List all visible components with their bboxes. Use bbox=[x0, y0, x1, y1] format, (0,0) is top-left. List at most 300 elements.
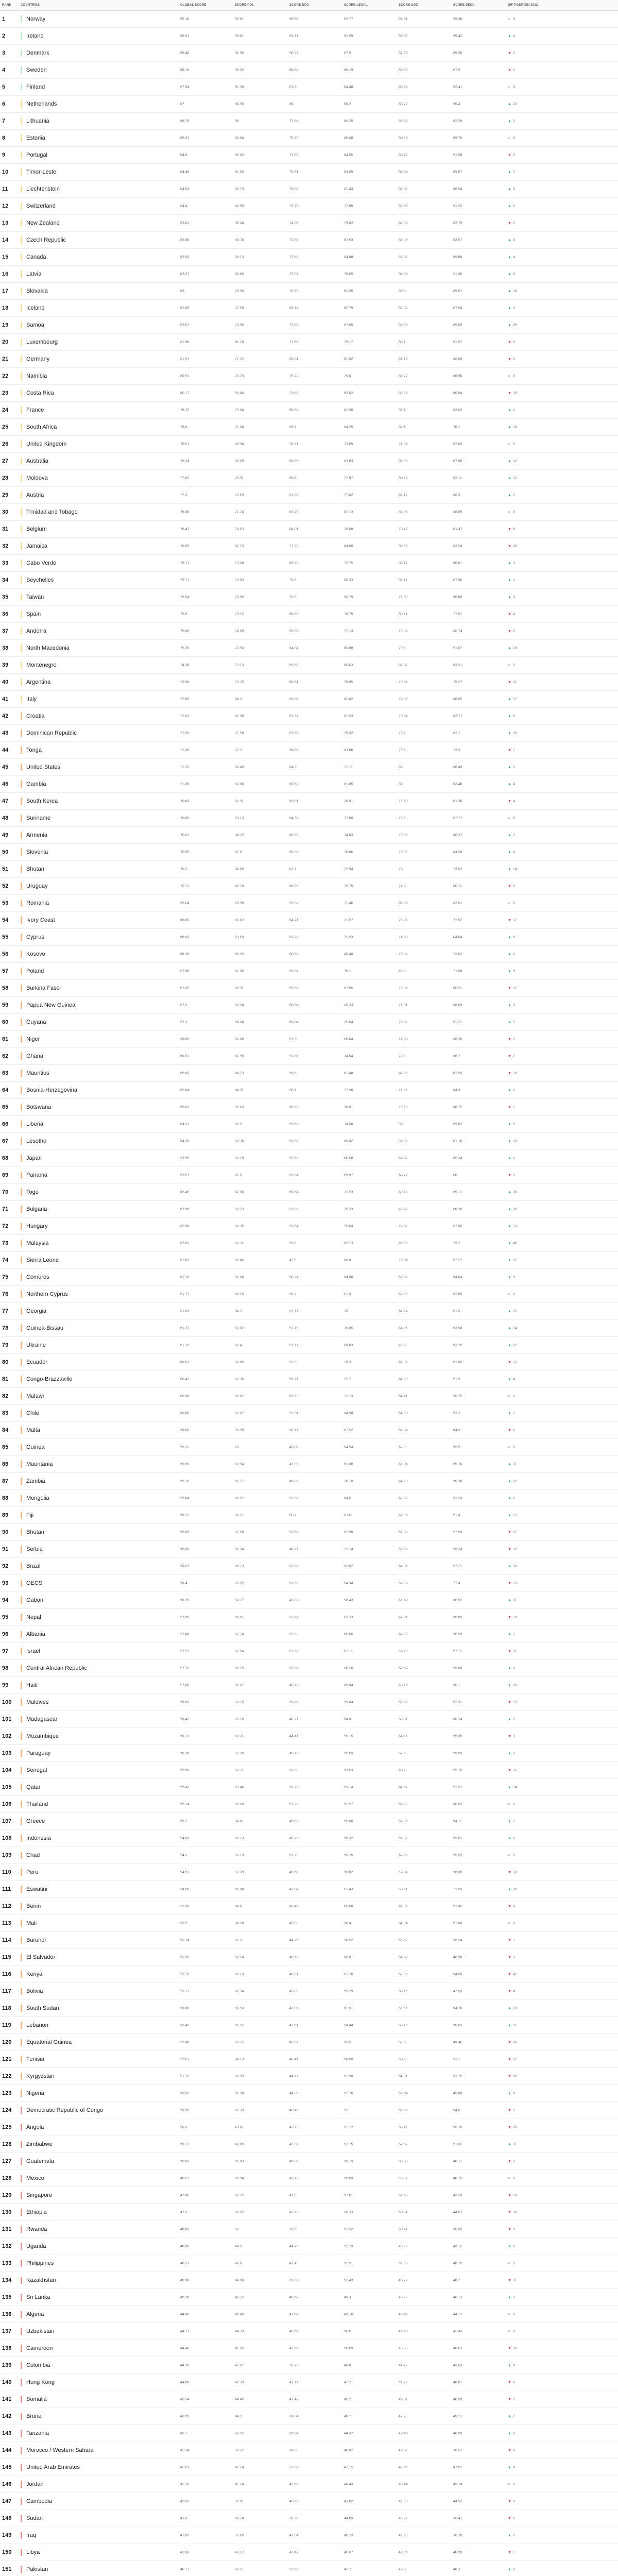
country-name[interactable]: Tanzania bbox=[26, 2430, 49, 2436]
country-name[interactable]: Zimbabwe bbox=[26, 2141, 53, 2147]
country-name[interactable]: Norway bbox=[26, 15, 46, 22]
country-name[interactable]: Cabo Verde bbox=[26, 560, 57, 566]
country-name[interactable]: Sierra Leone bbox=[26, 1257, 59, 1263]
country-name[interactable]: Spain bbox=[26, 611, 41, 617]
table-row[interactable] bbox=[0, 2374, 618, 2391]
country-name[interactable]: Samoa bbox=[26, 321, 44, 328]
table-row[interactable] bbox=[0, 997, 618, 1014]
country-name[interactable]: Serbia bbox=[26, 1546, 43, 1552]
table-row[interactable] bbox=[0, 1184, 618, 1201]
table-row[interactable] bbox=[0, 1830, 618, 1847]
table-row[interactable] bbox=[0, 827, 618, 844]
table-row[interactable] bbox=[0, 1286, 618, 1303]
table-row[interactable] bbox=[0, 1660, 618, 1677]
country-name[interactable]: Liechtenstein bbox=[26, 185, 60, 192]
country-name[interactable]: Ireland bbox=[26, 32, 44, 39]
table-row[interactable] bbox=[0, 266, 618, 283]
table-row[interactable] bbox=[0, 521, 618, 538]
table-row[interactable] bbox=[0, 2425, 618, 2442]
table-row[interactable] bbox=[0, 334, 618, 351]
table-row[interactable] bbox=[0, 1337, 618, 1354]
country-name[interactable]: Indonesia bbox=[26, 1835, 51, 1841]
table-row[interactable] bbox=[0, 504, 618, 521]
country-name[interactable]: Tunisia bbox=[26, 2056, 45, 2062]
table-row[interactable] bbox=[0, 96, 618, 113]
country-name[interactable]: Suriname bbox=[26, 815, 51, 821]
country-name[interactable]: Colombia bbox=[26, 2362, 50, 2368]
country-name[interactable]: Jordan bbox=[26, 2481, 44, 2487]
table-row[interactable] bbox=[0, 2323, 618, 2340]
country-name[interactable]: Guatemala bbox=[26, 2158, 54, 2164]
table-row[interactable] bbox=[0, 793, 618, 810]
table-row[interactable] bbox=[0, 2272, 618, 2289]
country-name[interactable]: Seychelles bbox=[26, 577, 54, 583]
table-row[interactable] bbox=[0, 1133, 618, 1150]
country-name[interactable]: Estonia bbox=[26, 134, 45, 141]
table-row[interactable] bbox=[0, 2544, 618, 2561]
table-row[interactable] bbox=[0, 2289, 618, 2306]
table-row[interactable] bbox=[0, 62, 618, 79]
table-row[interactable] bbox=[0, 283, 618, 300]
country-name[interactable]: El Salvador bbox=[26, 1954, 56, 1960]
country-name[interactable]: Nepal bbox=[26, 1614, 41, 1620]
table-row[interactable] bbox=[0, 742, 618, 759]
country-name[interactable]: Bulgaria bbox=[26, 1206, 47, 1212]
table-row[interactable] bbox=[0, 589, 618, 606]
table-row[interactable] bbox=[0, 402, 618, 419]
country-name[interactable]: Senegal bbox=[26, 1767, 47, 1773]
country-name[interactable]: Central African Republic bbox=[26, 1665, 88, 1671]
country-name[interactable]: Liberia bbox=[26, 1121, 44, 1127]
table-row[interactable] bbox=[0, 1694, 618, 1711]
header-score-soc[interactable]: SCORE SOC bbox=[397, 0, 451, 11]
country-name[interactable]: Panama bbox=[26, 1172, 47, 1178]
country-name[interactable]: South Africa bbox=[26, 423, 57, 430]
table-row[interactable] bbox=[0, 929, 618, 946]
country-name[interactable]: Mauritania bbox=[26, 1461, 53, 1467]
table-row[interactable] bbox=[0, 1235, 618, 1252]
table-row[interactable] bbox=[0, 946, 618, 963]
table-row[interactable] bbox=[0, 1405, 618, 1422]
table-row[interactable] bbox=[0, 1575, 618, 1592]
table-row[interactable] bbox=[0, 181, 618, 198]
table-row[interactable] bbox=[0, 2357, 618, 2374]
table-row[interactable] bbox=[0, 1201, 618, 1218]
table-row[interactable] bbox=[0, 1218, 618, 1235]
country-name[interactable]: Germany bbox=[26, 355, 50, 362]
table-row[interactable] bbox=[0, 1439, 618, 1456]
country-name[interactable]: Argentina bbox=[26, 679, 51, 685]
country-name[interactable]: Sudan bbox=[26, 2515, 43, 2521]
table-row[interactable] bbox=[0, 555, 618, 572]
country-name[interactable]: Gabon bbox=[26, 1597, 44, 1603]
header-dif-position[interactable]: DIF POSITION 2022 bbox=[506, 0, 618, 11]
country-name[interactable]: Netherlands bbox=[26, 100, 57, 107]
country-name[interactable]: Hong Kong bbox=[26, 2379, 55, 2385]
table-row[interactable] bbox=[0, 1524, 618, 1541]
country-name[interactable]: Guyana bbox=[26, 1019, 46, 1025]
table-row[interactable] bbox=[0, 606, 618, 623]
table-row[interactable] bbox=[0, 2510, 618, 2527]
table-row[interactable] bbox=[0, 1762, 618, 1779]
table-row[interactable] bbox=[0, 691, 618, 708]
country-name[interactable]: Malta bbox=[26, 1427, 40, 1433]
table-row[interactable] bbox=[0, 1949, 618, 1966]
table-row[interactable] bbox=[0, 1456, 618, 1473]
table-row[interactable] bbox=[0, 1507, 618, 1524]
table-row[interactable] bbox=[0, 759, 618, 776]
country-name[interactable]: Uzbekistan bbox=[26, 2328, 55, 2334]
table-row[interactable] bbox=[0, 980, 618, 997]
table-row[interactable] bbox=[0, 2391, 618, 2408]
country-name[interactable]: Luxembourg bbox=[26, 338, 58, 345]
table-row[interactable] bbox=[0, 2187, 618, 2204]
country-name[interactable]: Ivory Coast bbox=[26, 917, 55, 923]
table-row[interactable] bbox=[0, 1966, 618, 1983]
table-row[interactable] bbox=[0, 640, 618, 657]
country-name[interactable]: Lithuania bbox=[26, 117, 49, 124]
country-name[interactable]: Tonga bbox=[26, 747, 42, 753]
country-name[interactable]: Thailand bbox=[26, 1801, 48, 1807]
table-row[interactable] bbox=[0, 2017, 618, 2034]
table-row[interactable] bbox=[0, 2340, 618, 2357]
country-name[interactable]: Burkina Faso bbox=[26, 985, 60, 991]
table-row[interactable] bbox=[0, 1626, 618, 1643]
table-row[interactable] bbox=[0, 844, 618, 861]
table-row[interactable] bbox=[0, 1983, 618, 2000]
table-row[interactable] bbox=[0, 2493, 618, 2510]
country-name[interactable]: Peru bbox=[26, 1869, 39, 1875]
table-row[interactable] bbox=[0, 810, 618, 827]
country-name[interactable]: Chad bbox=[26, 1852, 40, 1858]
country-name[interactable]: Ukraine bbox=[26, 1342, 46, 1348]
country-name[interactable]: Cameroon bbox=[26, 2345, 53, 2351]
country-name[interactable]: Iraq bbox=[26, 2532, 36, 2538]
country-name[interactable]: North Macedonia bbox=[26, 645, 70, 651]
country-name[interactable]: Cambodia bbox=[26, 2498, 53, 2504]
table-row[interactable] bbox=[0, 28, 618, 45]
country-name[interactable]: Nigeria bbox=[26, 2090, 44, 2096]
table-row[interactable] bbox=[0, 11, 618, 28]
country-name[interactable]: Morocco / Western Sahara bbox=[26, 2447, 94, 2453]
table-row[interactable] bbox=[0, 861, 618, 878]
table-row[interactable] bbox=[0, 1847, 618, 1864]
country-name[interactable]: Mozambique bbox=[26, 1733, 59, 1739]
country-name[interactable]: Bhutan bbox=[26, 866, 44, 872]
country-name[interactable]: Libya bbox=[26, 2549, 40, 2555]
table-row[interactable] bbox=[0, 674, 618, 691]
header-score-pol[interactable]: SCORE POL bbox=[233, 0, 287, 11]
table-row[interactable] bbox=[0, 1490, 618, 1507]
country-name[interactable]: United States bbox=[26, 764, 61, 770]
table-row[interactable] bbox=[0, 2051, 618, 2068]
country-name[interactable]: Greece bbox=[26, 1818, 45, 1824]
country-name[interactable]: Ghana bbox=[26, 1053, 44, 1059]
country-name[interactable]: Mexico bbox=[26, 2175, 44, 2181]
country-name[interactable]: Malaysia bbox=[26, 1240, 49, 1246]
country-name[interactable]: Papua New Guinea bbox=[26, 1002, 76, 1008]
country-name[interactable]: Uganda bbox=[26, 2243, 46, 2249]
table-row[interactable] bbox=[0, 1898, 618, 1915]
table-row[interactable] bbox=[0, 912, 618, 929]
table-row[interactable] bbox=[0, 2306, 618, 2323]
country-name[interactable]: Lesotho bbox=[26, 1138, 47, 1144]
country-name[interactable]: Equatorial Guinea bbox=[26, 2039, 72, 2045]
country-name[interactable]: Uruguay bbox=[26, 883, 48, 889]
table-row[interactable] bbox=[0, 2561, 618, 2576]
table-row[interactable] bbox=[0, 1609, 618, 1626]
table-row[interactable] bbox=[0, 2459, 618, 2476]
table-row[interactable] bbox=[0, 1371, 618, 1388]
country-name[interactable]: Zambia bbox=[26, 1478, 45, 1484]
table-row[interactable] bbox=[0, 1354, 618, 1371]
table-row[interactable] bbox=[0, 1388, 618, 1405]
table-row[interactable] bbox=[0, 79, 618, 96]
country-name[interactable]: Kosovo bbox=[26, 951, 45, 957]
country-name[interactable]: United Arab Emirates bbox=[26, 2464, 80, 2470]
table-row[interactable] bbox=[0, 1541, 618, 1558]
country-name[interactable]: Togo bbox=[26, 1189, 39, 1195]
country-name[interactable]: France bbox=[26, 406, 44, 413]
table-row[interactable] bbox=[0, 2476, 618, 2493]
table-row[interactable] bbox=[0, 1031, 618, 1048]
country-name[interactable]: Georgia bbox=[26, 1308, 47, 1314]
country-name[interactable]: Democratic Republic of Congo bbox=[26, 2107, 104, 2113]
country-name[interactable]: Switzerland bbox=[26, 202, 56, 209]
country-name[interactable]: Albania bbox=[26, 1631, 45, 1637]
table-row[interactable] bbox=[0, 1014, 618, 1031]
table-row[interactable] bbox=[0, 1932, 618, 1949]
table-row[interactable] bbox=[0, 2221, 618, 2238]
country-name[interactable]: Namibia bbox=[26, 372, 47, 379]
table-row[interactable] bbox=[0, 657, 618, 674]
table-row[interactable] bbox=[0, 2000, 618, 2017]
country-name[interactable]: Madagascar bbox=[26, 1716, 58, 1722]
country-name[interactable]: Haiti bbox=[26, 1682, 38, 1688]
country-name[interactable]: Mauritius bbox=[26, 1070, 49, 1076]
table-row[interactable] bbox=[0, 2204, 618, 2221]
table-row[interactable] bbox=[0, 436, 618, 453]
country-name[interactable]: Benin bbox=[26, 1903, 41, 1909]
country-name[interactable]: Cyprus bbox=[26, 934, 44, 940]
country-name[interactable]: Kenya bbox=[26, 1971, 43, 1977]
country-name[interactable]: Israel bbox=[26, 1648, 40, 1654]
country-name[interactable]: Poland bbox=[26, 968, 44, 974]
table-row[interactable] bbox=[0, 2442, 618, 2459]
table-row[interactable] bbox=[0, 1150, 618, 1167]
table-row[interactable] bbox=[0, 878, 618, 895]
country-name[interactable]: Trinidad and Tobago bbox=[26, 509, 78, 515]
table-row[interactable] bbox=[0, 419, 618, 436]
country-name[interactable]: Eswatini bbox=[26, 1886, 47, 1892]
table-row[interactable] bbox=[0, 1864, 618, 1881]
table-row[interactable] bbox=[0, 385, 618, 402]
table-row[interactable] bbox=[0, 487, 618, 504]
country-name[interactable]: Hungary bbox=[26, 1223, 48, 1229]
table-row[interactable] bbox=[0, 2085, 618, 2102]
country-name[interactable]: Kazakhstan bbox=[26, 2277, 56, 2283]
country-name[interactable]: Philippines bbox=[26, 2260, 54, 2266]
table-row[interactable] bbox=[0, 232, 618, 249]
table-row[interactable] bbox=[0, 1915, 618, 1932]
country-name[interactable]: South Sudan bbox=[26, 2005, 59, 2011]
table-row[interactable] bbox=[0, 1082, 618, 1099]
table-row[interactable] bbox=[0, 2136, 618, 2153]
country-name[interactable]: Lebanon bbox=[26, 2022, 48, 2028]
table-row[interactable] bbox=[0, 1048, 618, 1065]
table-row[interactable] bbox=[0, 2068, 618, 2085]
country-name[interactable]: Comoros bbox=[26, 1274, 49, 1280]
country-name[interactable]: Iceland bbox=[26, 304, 45, 311]
country-name[interactable]: Brazil bbox=[26, 1563, 41, 1569]
country-name[interactable]: Dominican Republic bbox=[26, 730, 77, 736]
country-name[interactable]: Congo-Brazzaville bbox=[26, 1376, 73, 1382]
country-name[interactable]: Chile bbox=[26, 1410, 40, 1416]
table-row[interactable] bbox=[0, 725, 618, 742]
country-name[interactable]: Maldives bbox=[26, 1699, 49, 1705]
header-rank[interactable]: RANK bbox=[0, 0, 19, 11]
table-row[interactable] bbox=[0, 2102, 618, 2119]
country-name[interactable]: Qatar bbox=[26, 1784, 41, 1790]
table-row[interactable] bbox=[0, 776, 618, 793]
country-name[interactable]: Rwanda bbox=[26, 2226, 47, 2232]
table-row[interactable] bbox=[0, 1677, 618, 1694]
table-row[interactable] bbox=[0, 895, 618, 912]
table-row[interactable] bbox=[0, 317, 618, 334]
table-row[interactable] bbox=[0, 1643, 618, 1660]
country-name[interactable]: Slovenia bbox=[26, 849, 48, 855]
table-row[interactable] bbox=[0, 572, 618, 589]
country-name[interactable]: Japan bbox=[26, 1155, 42, 1161]
table-row[interactable] bbox=[0, 1745, 618, 1762]
table-row[interactable] bbox=[0, 1116, 618, 1133]
country-name[interactable]: Armenia bbox=[26, 832, 47, 838]
table-row[interactable] bbox=[0, 2408, 618, 2425]
table-row[interactable] bbox=[0, 1065, 618, 1082]
country-name[interactable]: Croatia bbox=[26, 713, 45, 719]
table-row[interactable] bbox=[0, 164, 618, 181]
country-name[interactable]: Guinea bbox=[26, 1444, 45, 1450]
table-row[interactable] bbox=[0, 1813, 618, 1830]
country-name[interactable]: Fiji bbox=[26, 1512, 34, 1518]
table-row[interactable] bbox=[0, 2034, 618, 2051]
country-name[interactable]: Slovakia bbox=[26, 287, 48, 294]
table-row[interactable] bbox=[0, 1881, 618, 1898]
country-name[interactable]: Timor-Leste bbox=[26, 168, 57, 175]
country-name[interactable]: Mali bbox=[26, 1920, 37, 1926]
country-name[interactable]: Paraguay bbox=[26, 1750, 51, 1756]
table-row[interactable] bbox=[0, 453, 618, 470]
table-row[interactable] bbox=[0, 708, 618, 725]
country-name[interactable]: Bhutan bbox=[26, 1529, 44, 1535]
country-name[interactable]: Portugal bbox=[26, 151, 47, 158]
header-score-legal[interactable]: SCORE LEGAL bbox=[342, 0, 397, 11]
country-name[interactable]: Jamaica bbox=[26, 543, 47, 549]
country-name[interactable]: Sweden bbox=[26, 66, 47, 73]
country-name[interactable]: Romania bbox=[26, 900, 49, 906]
header-score-secu[interactable]: SCORE SECU bbox=[451, 0, 506, 11]
country-name[interactable]: Italy bbox=[26, 696, 37, 702]
country-name[interactable]: Brunei bbox=[26, 2413, 43, 2419]
table-row[interactable] bbox=[0, 113, 618, 130]
country-name[interactable]: Costa Rica bbox=[26, 389, 54, 396]
country-name[interactable]: Singapore bbox=[26, 2192, 53, 2198]
table-row[interactable] bbox=[0, 300, 618, 317]
table-row[interactable] bbox=[0, 2527, 618, 2544]
country-name[interactable]: Andorra bbox=[26, 628, 47, 634]
table-row[interactable] bbox=[0, 1320, 618, 1337]
table-row[interactable] bbox=[0, 130, 618, 147]
country-name[interactable]: Denmark bbox=[26, 49, 49, 56]
table-row[interactable] bbox=[0, 215, 618, 232]
country-name[interactable]: OECS bbox=[26, 1580, 43, 1586]
country-name[interactable]: Ecuador bbox=[26, 1359, 47, 1365]
table-row[interactable] bbox=[0, 623, 618, 640]
table-row[interactable] bbox=[0, 1269, 618, 1286]
country-name[interactable]: Ethiopia bbox=[26, 2209, 47, 2215]
table-row[interactable] bbox=[0, 368, 618, 385]
country-name[interactable]: Mongolia bbox=[26, 1495, 49, 1501]
country-name[interactable]: South Korea bbox=[26, 798, 58, 804]
country-name[interactable]: Angola bbox=[26, 2124, 44, 2130]
country-name[interactable]: Montenegro bbox=[26, 662, 57, 668]
table-row[interactable] bbox=[0, 1592, 618, 1609]
country-name[interactable]: Somalia bbox=[26, 2396, 47, 2402]
country-name[interactable]: Burundi bbox=[26, 1937, 46, 1943]
table-row[interactable] bbox=[0, 198, 618, 215]
table-row[interactable] bbox=[0, 45, 618, 62]
table-row[interactable] bbox=[0, 2170, 618, 2187]
country-name[interactable]: Czech Republic bbox=[26, 236, 66, 243]
table-row[interactable] bbox=[0, 1167, 618, 1184]
table-row[interactable] bbox=[0, 963, 618, 980]
country-name[interactable]: Taiwan bbox=[26, 594, 44, 600]
country-name[interactable]: Pakistan bbox=[26, 2566, 48, 2572]
table-row[interactable] bbox=[0, 470, 618, 487]
table-row[interactable] bbox=[0, 1796, 618, 1813]
table-row[interactable] bbox=[0, 1558, 618, 1575]
country-name[interactable]: Finland bbox=[26, 83, 45, 90]
country-name[interactable]: New Zealand bbox=[26, 219, 60, 226]
table-row[interactable] bbox=[0, 147, 618, 164]
table-row[interactable] bbox=[0, 2153, 618, 2170]
table-row[interactable] bbox=[0, 2119, 618, 2136]
country-name[interactable]: Northern Cyprus bbox=[26, 1291, 68, 1297]
table-row[interactable] bbox=[0, 1473, 618, 1490]
country-name[interactable]: Austria bbox=[26, 492, 44, 498]
country-name[interactable]: Latvia bbox=[26, 270, 42, 277]
header-countries[interactable]: COUNTRIES bbox=[19, 0, 178, 11]
country-name[interactable]: Bolivia bbox=[26, 1988, 43, 1994]
country-name[interactable]: Bosnia-Herzegovina bbox=[26, 1087, 78, 1093]
country-name[interactable]: Belgium bbox=[26, 526, 47, 532]
country-name[interactable]: Gambia bbox=[26, 781, 46, 787]
table-row[interactable] bbox=[0, 1099, 618, 1116]
table-row[interactable] bbox=[0, 538, 618, 555]
country-name[interactable]: Algeria bbox=[26, 2311, 44, 2317]
table-row[interactable] bbox=[0, 1422, 618, 1439]
country-name[interactable]: Malawi bbox=[26, 1393, 44, 1399]
table-row[interactable] bbox=[0, 1728, 618, 1745]
table-row[interactable] bbox=[0, 351, 618, 368]
country-name[interactable]: Canada bbox=[26, 253, 46, 260]
country-name[interactable]: Sri Lanka bbox=[26, 2294, 50, 2300]
table-row[interactable] bbox=[0, 1711, 618, 1728]
country-name[interactable]: Australia bbox=[26, 457, 48, 464]
country-name[interactable]: Botswana bbox=[26, 1104, 52, 1110]
country-name[interactable]: Guinea-Bissau bbox=[26, 1325, 64, 1331]
table-row[interactable] bbox=[0, 1303, 618, 1320]
